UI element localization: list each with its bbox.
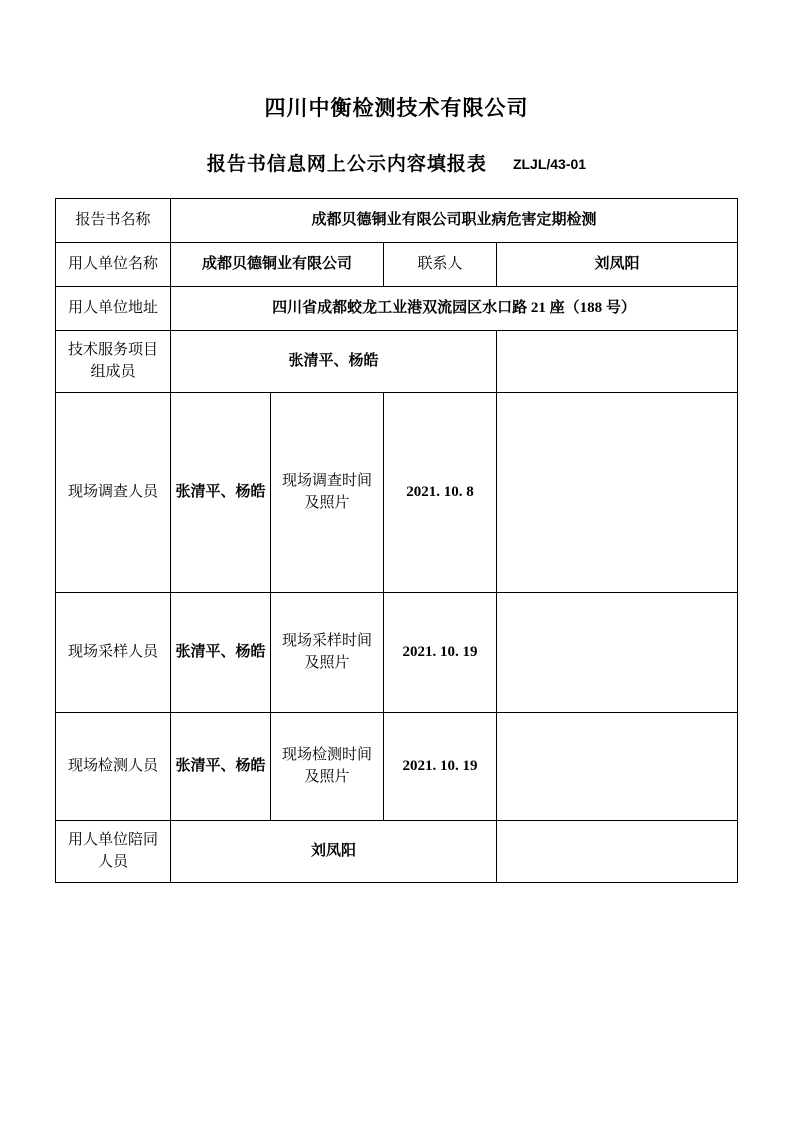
table-row-project-team: [55, 331, 737, 393]
label-site-survey-time-line2: 及照片: [304, 494, 350, 511]
table-row-employer-address: [55, 287, 737, 331]
label-project-team-line2: 组成员: [90, 363, 136, 380]
cell-accompanying-blank: [496, 821, 737, 883]
public-disclosure-table: [55, 198, 738, 883]
value-accompanying-staff: 刘凤阳: [170, 821, 496, 883]
label-report-name: 报告书名称: [55, 199, 170, 243]
value-site-sampling-date: 2021. 10. 19: [383, 593, 496, 713]
form-code: ZLJL/43-01: [512, 156, 587, 172]
value-report-name: 成都贝德铜业有限公司职业病危害定期检测: [170, 199, 737, 243]
label-employer-name: 用人单位名称: [55, 243, 170, 287]
cell-site-survey-photo: [496, 393, 737, 593]
value-employer-address: 四川省成都蛟龙工业港双流园区水口路 21 座（188 号）: [170, 287, 737, 331]
label-site-sampling-time-line1: 现场采样时间: [281, 632, 372, 649]
label-contact-person: 联系人: [383, 243, 496, 287]
form-title: 报告书信息网上公示内容填报表: [206, 154, 487, 175]
label-accompanying-staff: [55, 821, 170, 883]
value-contact-person: 刘凤阳: [496, 243, 737, 287]
label-site-sampling-time: [270, 593, 383, 713]
value-site-testing-date: 2021. 10. 19: [383, 713, 496, 821]
table-row-site-testing: [55, 713, 737, 821]
label-site-testing-staff: 现场检测人员: [55, 713, 170, 821]
cell-site-testing-photo: [496, 713, 737, 821]
value-site-survey-date: 2021. 10. 8: [383, 393, 496, 593]
label-site-survey-time: [270, 393, 383, 593]
label-project-team-line1: 技术服务项目: [67, 341, 158, 358]
label-site-sampling-staff: 现场采样人员: [55, 593, 170, 713]
company-title: 四川中衡检测技术有限公司: [264, 96, 529, 120]
cell-site-sampling-photo: [496, 593, 737, 713]
table-row-employer-name: [55, 243, 737, 287]
label-site-testing-time-line1: 现场检测时间: [281, 746, 372, 763]
subtitle-row: [0, 149, 793, 176]
value-site-testing-staff: 张清平、杨皓: [170, 713, 270, 821]
title-block: [0, 0, 793, 176]
label-site-testing-time: [270, 713, 383, 821]
table-row-site-survey: [55, 393, 737, 593]
label-accompanying-staff-line1: 用人单位陪同: [67, 831, 158, 848]
label-project-team: [55, 331, 170, 393]
value-project-team: 张清平、杨皓: [170, 331, 496, 393]
value-employer-name: 成都贝德铜业有限公司: [170, 243, 383, 287]
label-employer-address: 用人单位地址: [55, 287, 170, 331]
label-site-survey-staff: 现场调查人员: [55, 393, 170, 593]
label-accompanying-staff-line2: 人员: [97, 853, 128, 870]
table-row-report-name: [55, 199, 737, 243]
label-site-sampling-time-line2: 及照片: [304, 654, 350, 671]
value-site-survey-staff: 张清平、杨皓: [170, 393, 270, 593]
cell-project-team-blank: [496, 331, 737, 393]
table-row-accompanying-staff: [55, 821, 737, 883]
value-site-sampling-staff: 张清平、杨皓: [170, 593, 270, 713]
label-site-survey-time-line1: 现场调查时间: [281, 472, 372, 489]
label-site-testing-time-line2: 及照片: [304, 768, 350, 785]
table-row-site-sampling: [55, 593, 737, 713]
